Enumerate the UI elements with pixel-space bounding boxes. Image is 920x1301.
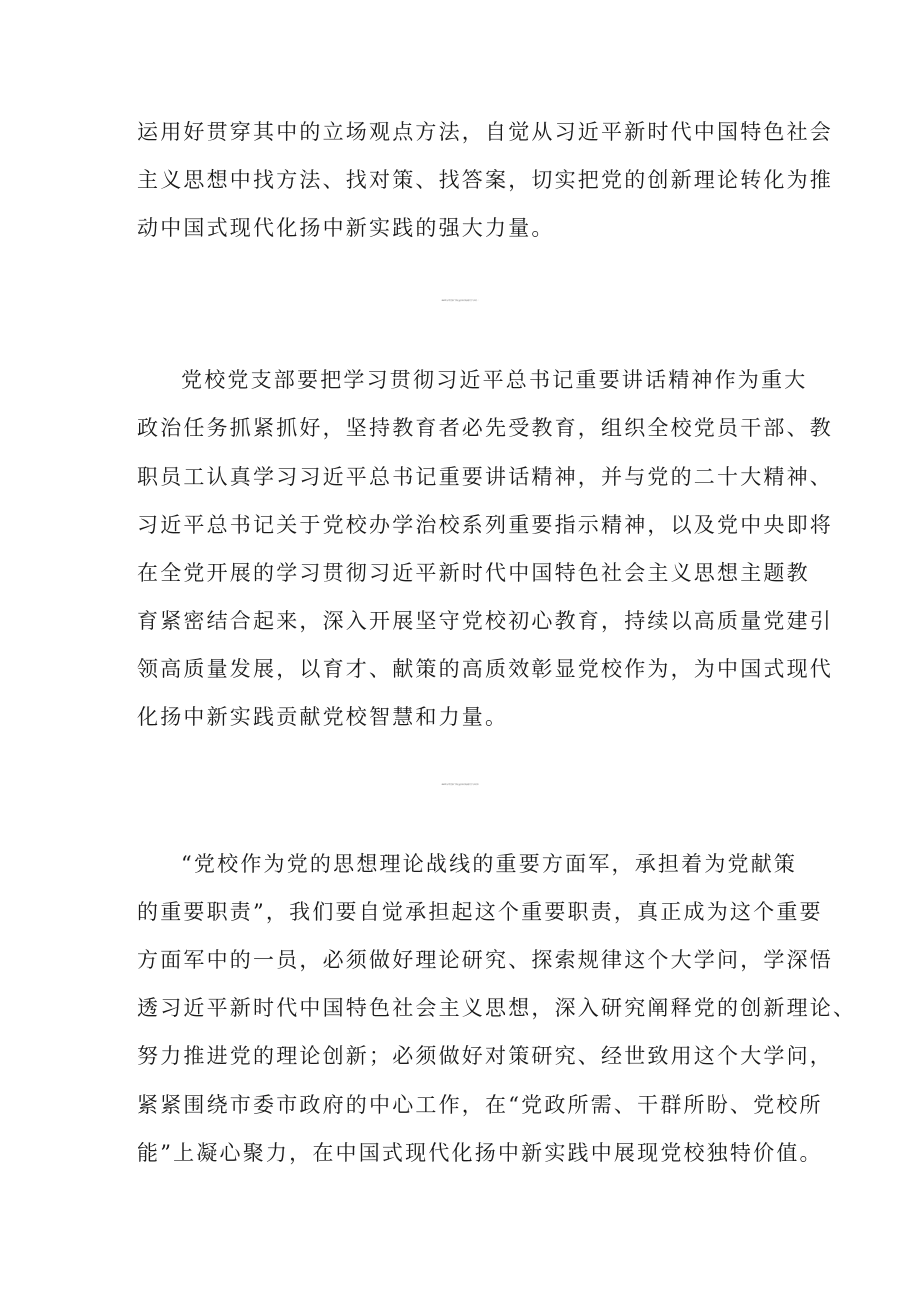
paragraph-2-line-1: 党校党支部要把学习贯彻习近平总书记重要讲话精神作为重大 bbox=[181, 368, 808, 392]
paragraph-2-line-3: 职员工认真学习习近平总书记重要讲话精神，并与党的二十大精神、 bbox=[137, 465, 833, 489]
paragraph-2-line-6: 育紧密结合起来，深入开展坚守党校初心教育，持续以高质量党建引 bbox=[137, 609, 833, 633]
paragraph-1-line-2: 主义思想中找方法、找对策、找答案，切实把党的创新理论转化为推 bbox=[137, 168, 833, 192]
paragraph-1-line-3: 动中国式现代化扬中新实践的强大力量。 bbox=[137, 216, 555, 240]
section-heading-3: 2023年春季学期开学典礼重要讲话高校领导学习心得三 bbox=[441, 301, 479, 302]
paragraph-1-line-1: 运用好贯穿其中的立场观点方法，自觉从习近平新时代中国特色社会 bbox=[137, 120, 833, 144]
section-heading-4: 2023年春季学期开学典礼重要讲话高校领导学习心得四 bbox=[441, 785, 479, 786]
paragraph-3-line-7: 能”上凝心聚力，在中国式现代化扬中新实践中展现党校独特价值。 bbox=[137, 1141, 823, 1165]
paragraph-2-line-5: 在全党开展的学习贯彻习近平新时代中国特色社会主义思想主题教 bbox=[137, 561, 810, 585]
paragraph-2-line-4: 习近平总书记关于党校办学治校系列重要指示精神，以及党中央即将 bbox=[137, 513, 833, 537]
paragraph-2-line-8: 化扬中新实践贡献党校智慧和力量。 bbox=[137, 705, 509, 729]
paragraph-3-line-5: 努力推进党的理论创新；必须做好对策研究、经世致用这个大学问， bbox=[137, 1044, 833, 1068]
paragraph-2-line-2: 政治任务抓紧抓好，坚持教育者必先受教育，组织全校党员干部、教 bbox=[137, 416, 833, 440]
paragraph-3-line-4: 透习近平新时代中国特色社会主义思想，深入研究阐释党的创新理论、 bbox=[137, 996, 857, 1020]
paragraph-3-line-3: 方面军中的一员，必须做好理论研究、探索规律这个大学问，学深悟 bbox=[137, 948, 833, 972]
paragraph-3-line-1: “党校作为党的思想理论战线的重要方面军，承担着为党献策 bbox=[181, 852, 798, 876]
paragraph-2-line-7: 领高质量发展，以育才、献策的高质效彰显党校作为，为中国式现代 bbox=[137, 657, 833, 681]
paragraph-3-line-6: 紧紧围绕市委市政府的中心工作，在“党政所需、干群所盼、党校所 bbox=[137, 1093, 823, 1117]
paragraph-3-line-2: 的重要职责”，我们要自觉承担起这个重要职责，真正成为这个重要 bbox=[137, 900, 823, 924]
